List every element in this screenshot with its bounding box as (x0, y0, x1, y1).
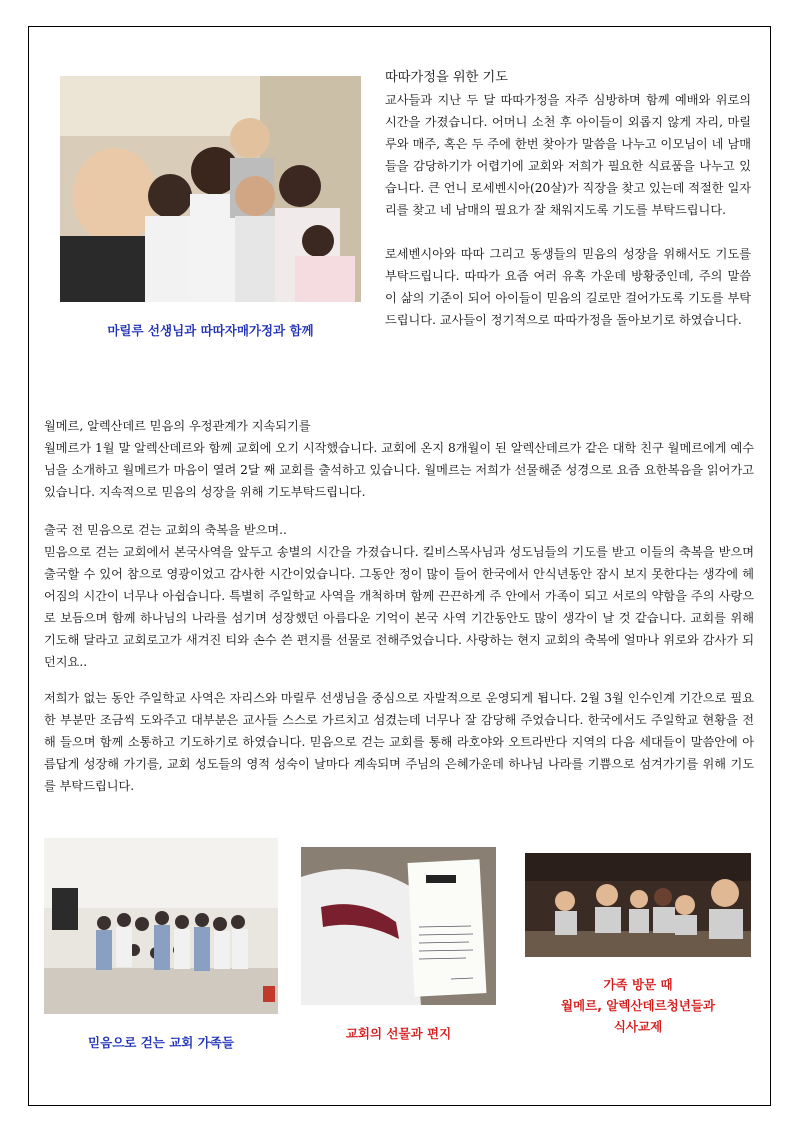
dinner-caption (525, 974, 751, 1037)
paragraph: 저희가 없는 동안 주일학교 사역은 자리스와 마릴루 선생님을 중심으로 자발적으로 운영되게 됩니다. 2월 3월 인수인계 기간으로 필요한 부분만 조금씩 도와주고 대부분은 교사들 스스로 가르치고 섬겼는데 너무나 잘 감당해 주었습니다. 한국에서도 주일학교 현황을 전해 들으며 함께 소통하고 기도하기로 하였습니다. 믿음으로 걷는 교회를 통해 라호야와 오트라반다 지역의 다음 세대들이 말씀안에 아름답게 성장해 가기를, 교회 성도들의 영적 성숙이 날마다 계속되며 주님의 은혜가운데 하나님 나라를 기쁨으로 섬겨가기를 위해 기도를 부탁드립니다. (44, 691, 754, 793)
section-friendship (44, 415, 754, 503)
paragraph: 믿음으로 걷는 교회에서 본국사역을 앞두고 송별의 시간을 가졌습니다. 킬비스목사님과 성도님들의 기도를 받고 이들의 축복을 받으며 출국할 수 있어 참으로 영광이었고 감사한 시간이었습니다. 그동안 정이 많이 들어 한국에서 안식년동안 잠시 보지 못한다는 생각에 헤어짐의 시간이 너무나 아쉽습니다. 특별히 주일학교 사역을 개척하며 함께 끈끈하게 주 안에서 가족이 되고 서로의 약함을 주의 사랑으로 보듬으며 함께 하나님의 나라를 섬기며 성장했던 아름다운 기억이 본국 사역 기간동안도 많이 생각이 날 것 같습니다. 교회를 위해 기도해 달라고 교회로고가 새겨진 티와 손수 쓴 편지를 선물로 전해주었습니다. 사랑하는 현지 교회의 축복에 얼마나 위로와 감사가 되던지요.. (44, 545, 754, 669)
church-family-caption: 믿음으로 걷는 교회 가족들 (88, 1035, 234, 1050)
paragraph: 교사들과 지난 두 달 따따가정을 자주 심방하며 함께 예배와 위로의 시간을 가졌습니다. 어머니 소천 후 아이들이 외롭지 않게 자리, 마릴루와 매주, 혹은 두 주에 한번 찾아가 말씀을 나누고 이모님이 네 남매들을 감당하기가 어렵기에 교회와 저희가 필요한 식료품을 나누고 있습니다. 큰 언니 로세벤시아(20살)가 직장을 찾고 있는데 적절한 일자리를 찾고 네 남매의 필요가 잘 채워지도록 기도를 부탁드립니다. (385, 93, 751, 217)
church-family-photo (44, 838, 278, 1014)
gift-letter-caption: 교회의 선물과 편지 (345, 1026, 452, 1041)
family-photo-caption: 마릴루 선생님과 따따자매가정과 함께 (107, 323, 314, 338)
dinner-photo (525, 853, 751, 957)
paragraph: 로세벤시아와 따따 그리고 동생들의 믿음의 성장을 위해서도 기도를 부탁드립니다. 따따가 요즘 여러 유혹 가운데 방황중인데, 주의 말씀이 삶의 기준이 되어 아이들이 믿음의 길로만 걸어가도록 기도를 부탁드립니다. 교사들이 정기적으로 따따가정을 돌아보기로 하였습니다. (385, 247, 751, 327)
paragraph: 월메르가 1월 말 알렉산데르와 함께 교회에 오기 시작했습니다. 교회에 온지 8개월이 된 알렉산데르가 같은 대학 친구 월메르에게 예수님을 소개하고 월메르가 마음이 열려 2달 째 교회를 출석하고 있습니다. 월메르는 저희가 선물해준 성경으로 요즘 요한복음을 읽어가고 있습니다. 지속적으로 믿음의 성장을 위해 기도부탁드립니다. (44, 441, 754, 499)
family-photo (60, 76, 361, 302)
section-title: 출국 전 믿음으로 걷는 교회의 축복을 받으며.. (44, 523, 287, 537)
section-farewell (44, 519, 754, 673)
dinner-caption-line: 식사교제 (613, 1019, 663, 1034)
gift-letter-photo (301, 847, 496, 1005)
dinner-caption-line: 가족 방문 때 (603, 977, 673, 992)
section-title: 월메르, 알렉산데르 믿음의 우정관계가 지속되기를 (44, 419, 311, 433)
section-title: 따따가정을 위한 기도 (385, 70, 509, 85)
section-tata-family (385, 67, 751, 331)
section-sunday-school (44, 687, 754, 797)
dinner-caption-line: 월메르, 알렉산데르청년들과 (560, 998, 715, 1013)
